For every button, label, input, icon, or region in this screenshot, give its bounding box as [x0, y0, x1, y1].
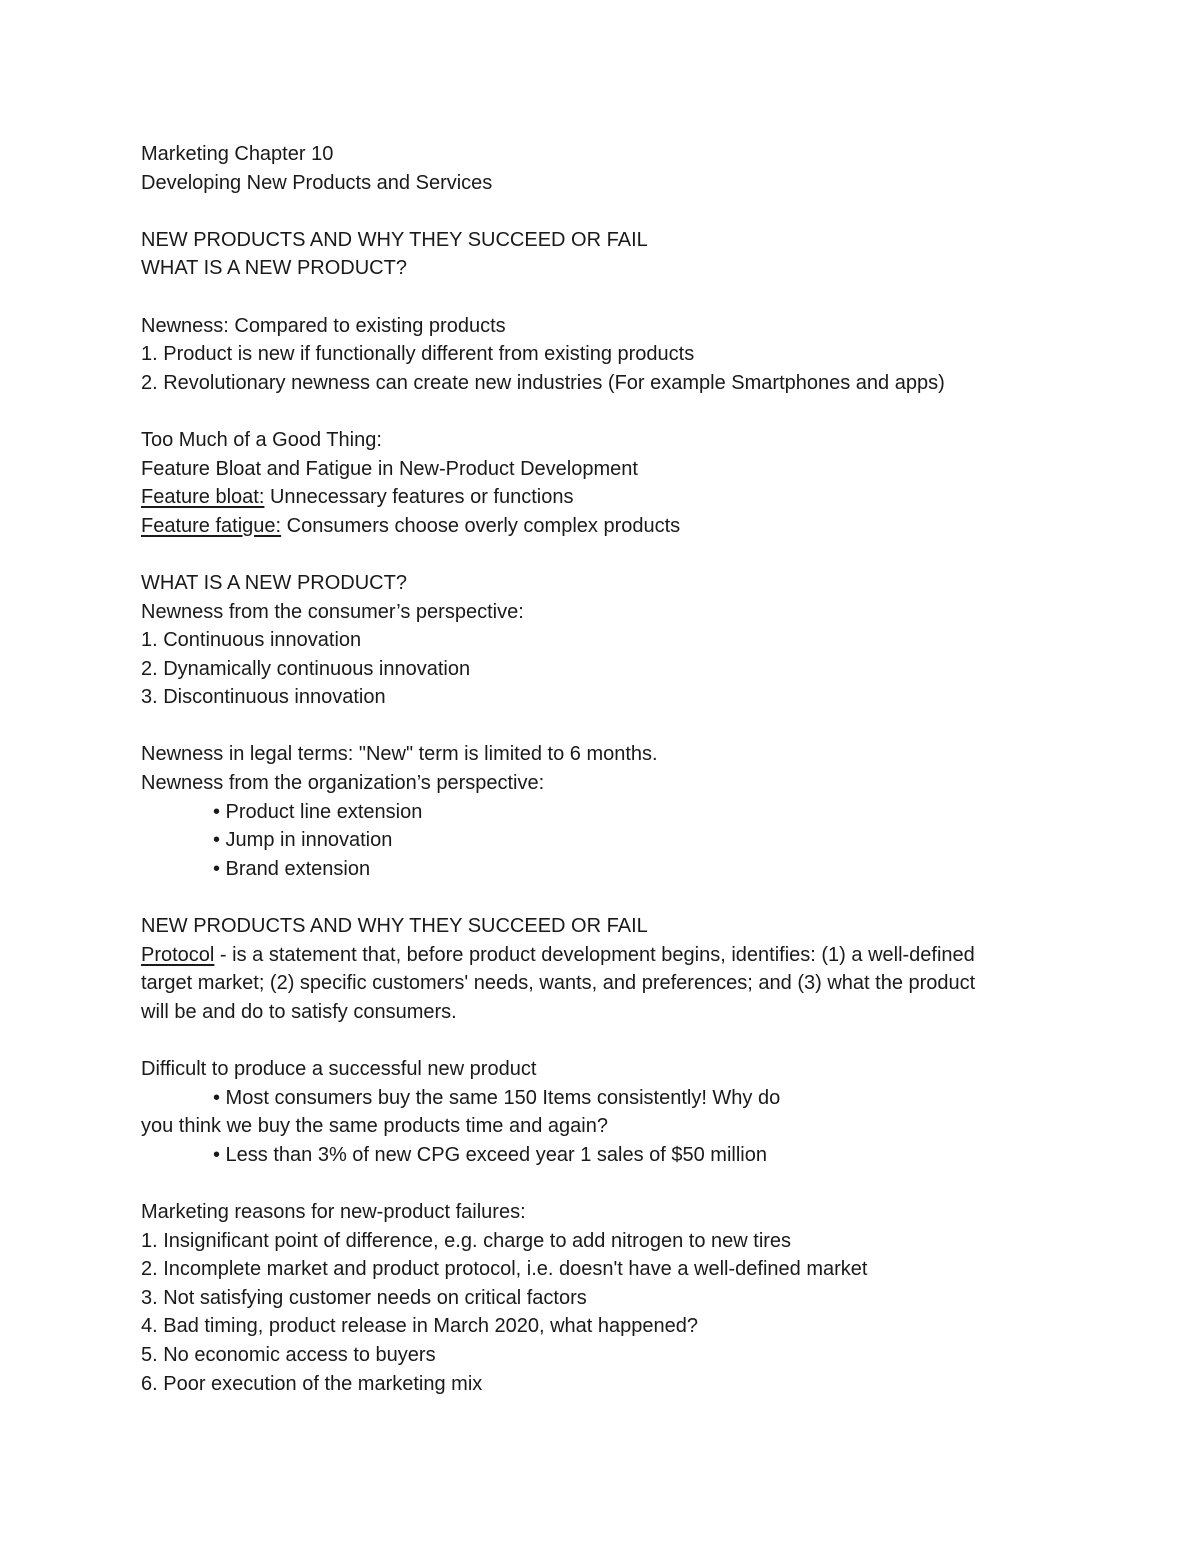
list-item: 3. Not satisfying customer needs on critical factors: [141, 1286, 587, 1309]
section-heading: NEW PRODUCTS AND WHY THEY SUCCEED OR FAIL: [141, 228, 648, 251]
list-item: 2. Dynamically continuous innovation: [141, 657, 471, 680]
paragraph: will be and do to satisfy consumers.: [141, 1000, 457, 1023]
list-item: 4. Bad timing, product release in March 2020, what happened?: [141, 1315, 699, 1338]
paragraph: Newness in legal terms: "New" term is limited to 6 months.: [141, 743, 658, 766]
bullet-item: • Less than 3% of new CPG exceed year 1 sales of $50 million: [213, 1143, 767, 1166]
paragraph: Feature Bloat and Fatigue in New-Product Development: [141, 457, 638, 480]
list-item: 5. No economic access to buyers: [141, 1343, 436, 1366]
section-heading: WHAT IS A NEW PRODUCT?: [141, 257, 407, 280]
spacer: [141, 540, 1061, 569]
section-heading: NEW PRODUCTS AND WHY THEY SUCCEED OR FAIL: [141, 915, 648, 938]
protocol-definition: [141, 941, 1061, 970]
list-item: 2. Revolutionary newness can create new industries (For example Smartphones and apps): [141, 371, 945, 394]
section-heading: WHAT IS A NEW PRODUCT?: [141, 571, 407, 594]
list-item: 1. Product is new if functionally different from existing products: [141, 343, 695, 366]
document-subtitle: Developing New Products and Services: [141, 171, 493, 194]
spacer: [141, 283, 1061, 312]
spacer: [141, 1169, 1061, 1198]
paragraph: Newness from the organization’s perspective:: [141, 772, 545, 795]
spacer: [141, 712, 1061, 741]
bullet-item: • Jump in innovation: [213, 829, 393, 852]
paragraph: Marketing reasons for new-product failures:: [141, 1200, 526, 1223]
definition-text: Unnecessary features or functions: [264, 486, 574, 509]
spacer: [141, 1026, 1061, 1055]
spacer: [141, 397, 1061, 426]
paragraph: Difficult to produce a successful new product: [141, 1058, 537, 1080]
term-feature-fatigue: Feature fatigue:: [141, 514, 282, 537]
paragraph: target market; (2) specific customers' needs, wants, and preferences; and (3) what the product: [141, 972, 976, 995]
paragraph: Newness: Compared to existing products: [141, 314, 506, 337]
spacer: [141, 883, 1061, 912]
document-body: [141, 140, 1061, 1398]
document-title: Marketing Chapter 10: [141, 143, 334, 165]
bullet-item: • Most consumers buy the same 150 Items consistently! Why do: [213, 1086, 781, 1109]
paragraph: Newness from the consumer’s perspective:: [141, 600, 524, 623]
definition-text: - is a statement that, before product development begins, identifies: (1) a well-defined: [214, 943, 975, 966]
list-item: 2. Incomplete market and product protocol, i.e. doesn't have a well-defined market: [141, 1258, 868, 1281]
list-item: 6. Poor execution of the marketing mix: [141, 1372, 483, 1395]
definition-text: Consumers choose overly complex products: [281, 514, 681, 537]
bullet-item: • Product line extension: [213, 800, 423, 823]
definition-feature-bloat: [141, 483, 1061, 512]
list-item: 1. Insignificant point of difference, e.g. charge to add nitrogen to new tires: [141, 1229, 792, 1252]
list-item: 3. Discontinuous innovation: [141, 686, 386, 709]
term-feature-bloat: Feature bloat:: [141, 486, 265, 509]
definition-feature-fatigue: [141, 512, 1061, 541]
list-item: 1. Continuous innovation: [141, 629, 362, 652]
paragraph: you think we buy the same products time and again?: [141, 1115, 608, 1138]
paragraph: Too Much of a Good Thing:: [141, 428, 382, 451]
spacer: [141, 197, 1061, 226]
bullet-item: • Brand extension: [213, 857, 371, 880]
term-protocol: Protocol: [141, 943, 215, 966]
